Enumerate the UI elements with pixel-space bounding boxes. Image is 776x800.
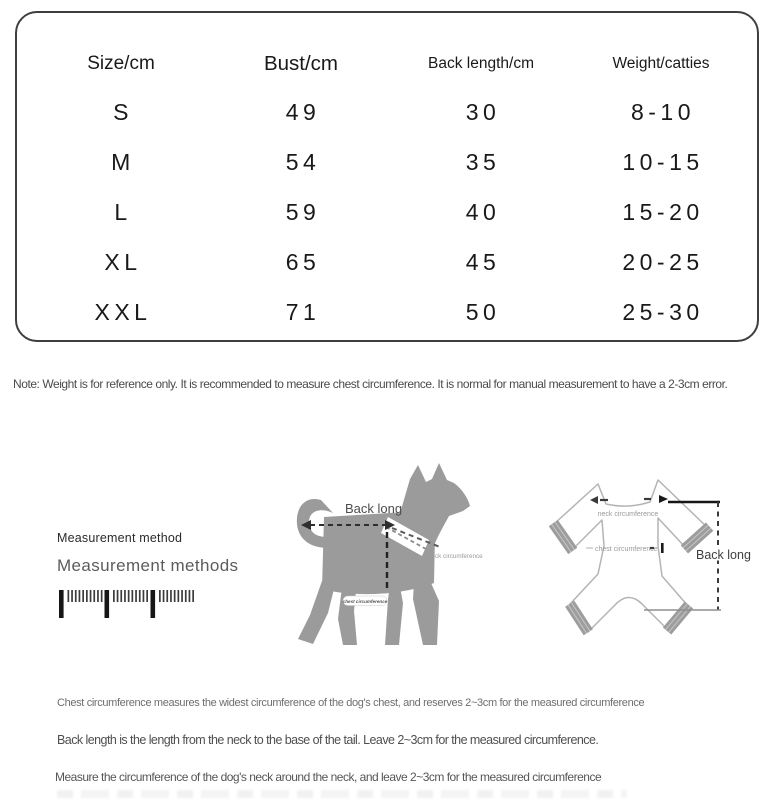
bust-value: 49 (285, 99, 321, 126)
ruler-icon (59, 590, 199, 619)
dog-back-long-label: Back long (345, 501, 403, 516)
size-value: L (114, 198, 132, 225)
back-value: 50 (465, 298, 501, 325)
column-header-size: Size/cm (87, 53, 155, 74)
size-value: XL (104, 248, 142, 275)
bust-value: 71 (285, 298, 321, 325)
column-header-back-length: Back length/cm (428, 55, 534, 72)
chest-instruction: Chest circumference measures the widest circumference of the dog's chest, and reserves 2~3cm for the measured circumference (57, 697, 645, 709)
weight-value: 15-20 (622, 198, 704, 225)
bust-value: 59 (285, 198, 321, 225)
garment-neck-circumference-label: neck circumference (597, 511, 659, 518)
measurement-methods-title: Measurement methods (57, 556, 239, 575)
dog-measurement-diagram (288, 455, 498, 655)
size-chart-table (15, 11, 759, 342)
bust-value: 54 (285, 149, 321, 176)
neck-instruction: Measure the circumference of the dog's neck around the neck, and leave 2~3cm for the measured circumference (55, 770, 602, 784)
size-value: S (113, 99, 133, 126)
back-length-instruction: Back length is the length from the neck to the base of the tail. Leave 2~3cm for the measured circumference. (57, 733, 599, 747)
faded-text-artifact (57, 790, 627, 798)
back-value: 30 (465, 99, 501, 126)
weight-value: 8-10 (630, 99, 696, 126)
dog-neck-circumference-label: neck circumference (428, 553, 483, 560)
weight-value: 25-30 (622, 298, 704, 325)
measurement-method-label: Measurement method (57, 531, 183, 545)
weight-value: 10-15 (622, 149, 704, 176)
garment-chest-circumference-label: chest circumference (595, 546, 658, 553)
chest-tick (661, 543, 664, 553)
bust-value: 65 (285, 248, 321, 275)
garment-back-long-label: Back long (696, 548, 751, 562)
column-header-bust: Bust/cm (263, 52, 339, 75)
back-value: 40 (465, 198, 501, 225)
dog-chest-circumference-label: chest circumference (342, 599, 388, 604)
garment-measurement-diagram (540, 458, 776, 648)
size-value: M (111, 149, 135, 176)
weight-value: 20-25 (622, 248, 704, 275)
size-value: XXL (94, 298, 152, 325)
back-value: 45 (465, 248, 501, 275)
weight-reference-note: Note: Weight is for reference only. It is recommended to measure chest circumference. It is normal for manual measurement to have a 2-3cm error. (13, 377, 728, 391)
column-header-weight: Weight/catties (612, 55, 710, 72)
back-value: 35 (465, 149, 501, 176)
